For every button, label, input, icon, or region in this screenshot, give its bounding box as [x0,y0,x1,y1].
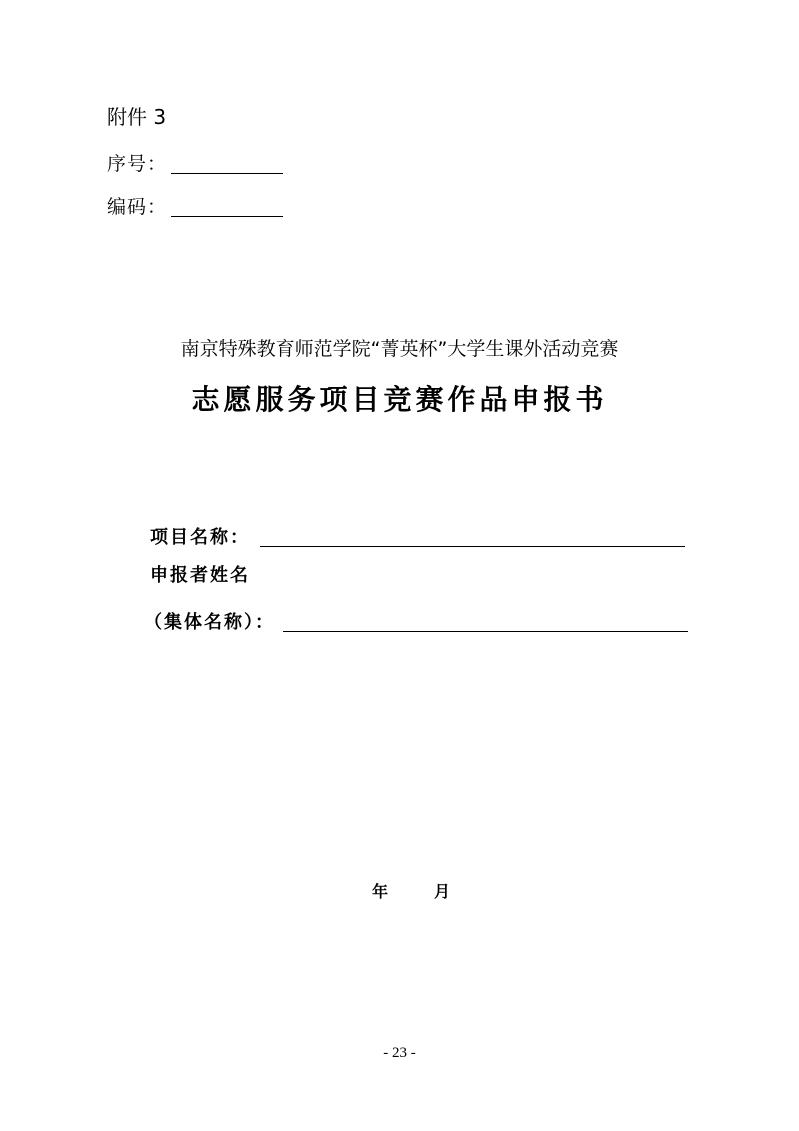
main-title: 志愿服务项目竞赛作品申报书 [191,383,608,416]
attachment-label: 附件 3 [107,105,167,129]
year-label: 年 [372,882,389,901]
project-name-label: 项目名称： [150,527,250,548]
code-label: 编码： [107,196,168,218]
code-blank[interactable] [171,194,283,217]
page-number: - 23 - [383,1045,416,1061]
group-name-row [144,609,688,632]
group-name-blank[interactable] [283,609,688,632]
competition-title: 南京特殊教育师范学院“菁英杯”大学生课外活动竞赛 [180,338,619,360]
date-line [372,884,450,900]
applicant-name-row [150,567,250,585]
code-row [107,189,283,217]
project-name-blank[interactable] [260,524,685,547]
applicant-name-label: 申报者姓名 [150,565,250,586]
month-label: 月 [434,882,451,901]
project-name-row [150,524,685,547]
serial-number-blank[interactable] [171,151,283,174]
serial-number-label: 序号： [107,153,168,175]
group-name-label: （集体名称）： [144,612,275,633]
serial-number-row [107,146,283,174]
